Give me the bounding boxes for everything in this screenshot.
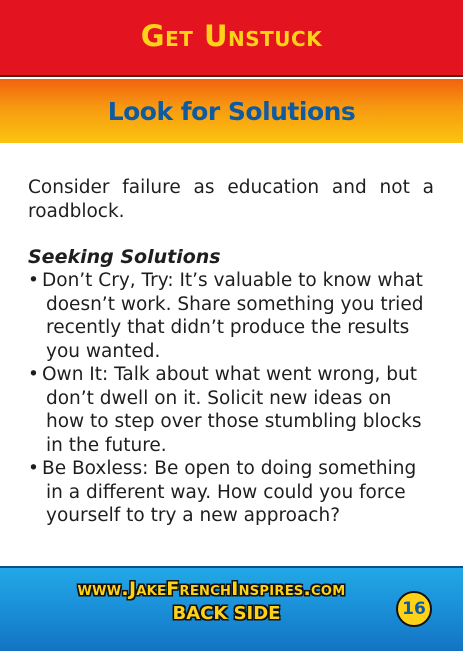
bullet-icon: •: [28, 364, 39, 385]
card-subtitle: Look for Solutions: [107, 96, 356, 126]
side-label: BACK SIDE: [172, 603, 281, 624]
card-title: Get Unstuck: [140, 18, 323, 53]
solutions-list: [28, 269, 434, 528]
list-item-text: Own It: Talk about what went wrong, but don’t dwell on it. Solicit new ideas on how to step over those stumbling blocks in the future.: [42, 364, 422, 456]
footer-banner: [0, 566, 463, 651]
page-number-badge: [396, 591, 432, 627]
card-body: [28, 176, 434, 528]
title-banner: [0, 0, 463, 77]
page-number: 16: [402, 599, 426, 619]
website-url: www.JakeFrenchInspires.com: [77, 578, 346, 600]
section-heading: Seeking Solutions: [28, 246, 221, 268]
subtitle-banner: [0, 79, 463, 143]
bullet-icon: •: [28, 270, 39, 291]
list-item: [28, 269, 434, 363]
list-item-text: Be Boxless: Be open to doing something in a different way. How could you force yourself to try a new approach?: [42, 458, 417, 526]
intro-text: Consider failure as education and not a roadblock.: [28, 177, 434, 222]
list-item: [28, 363, 434, 457]
list-item-text: Don’t Cry, Try: It’s valuable to know what doesn’t work. Share something you tried recently that didn’t produce the results you wanted.: [42, 270, 424, 362]
list-item: [28, 457, 434, 528]
bullet-icon: •: [28, 458, 39, 479]
